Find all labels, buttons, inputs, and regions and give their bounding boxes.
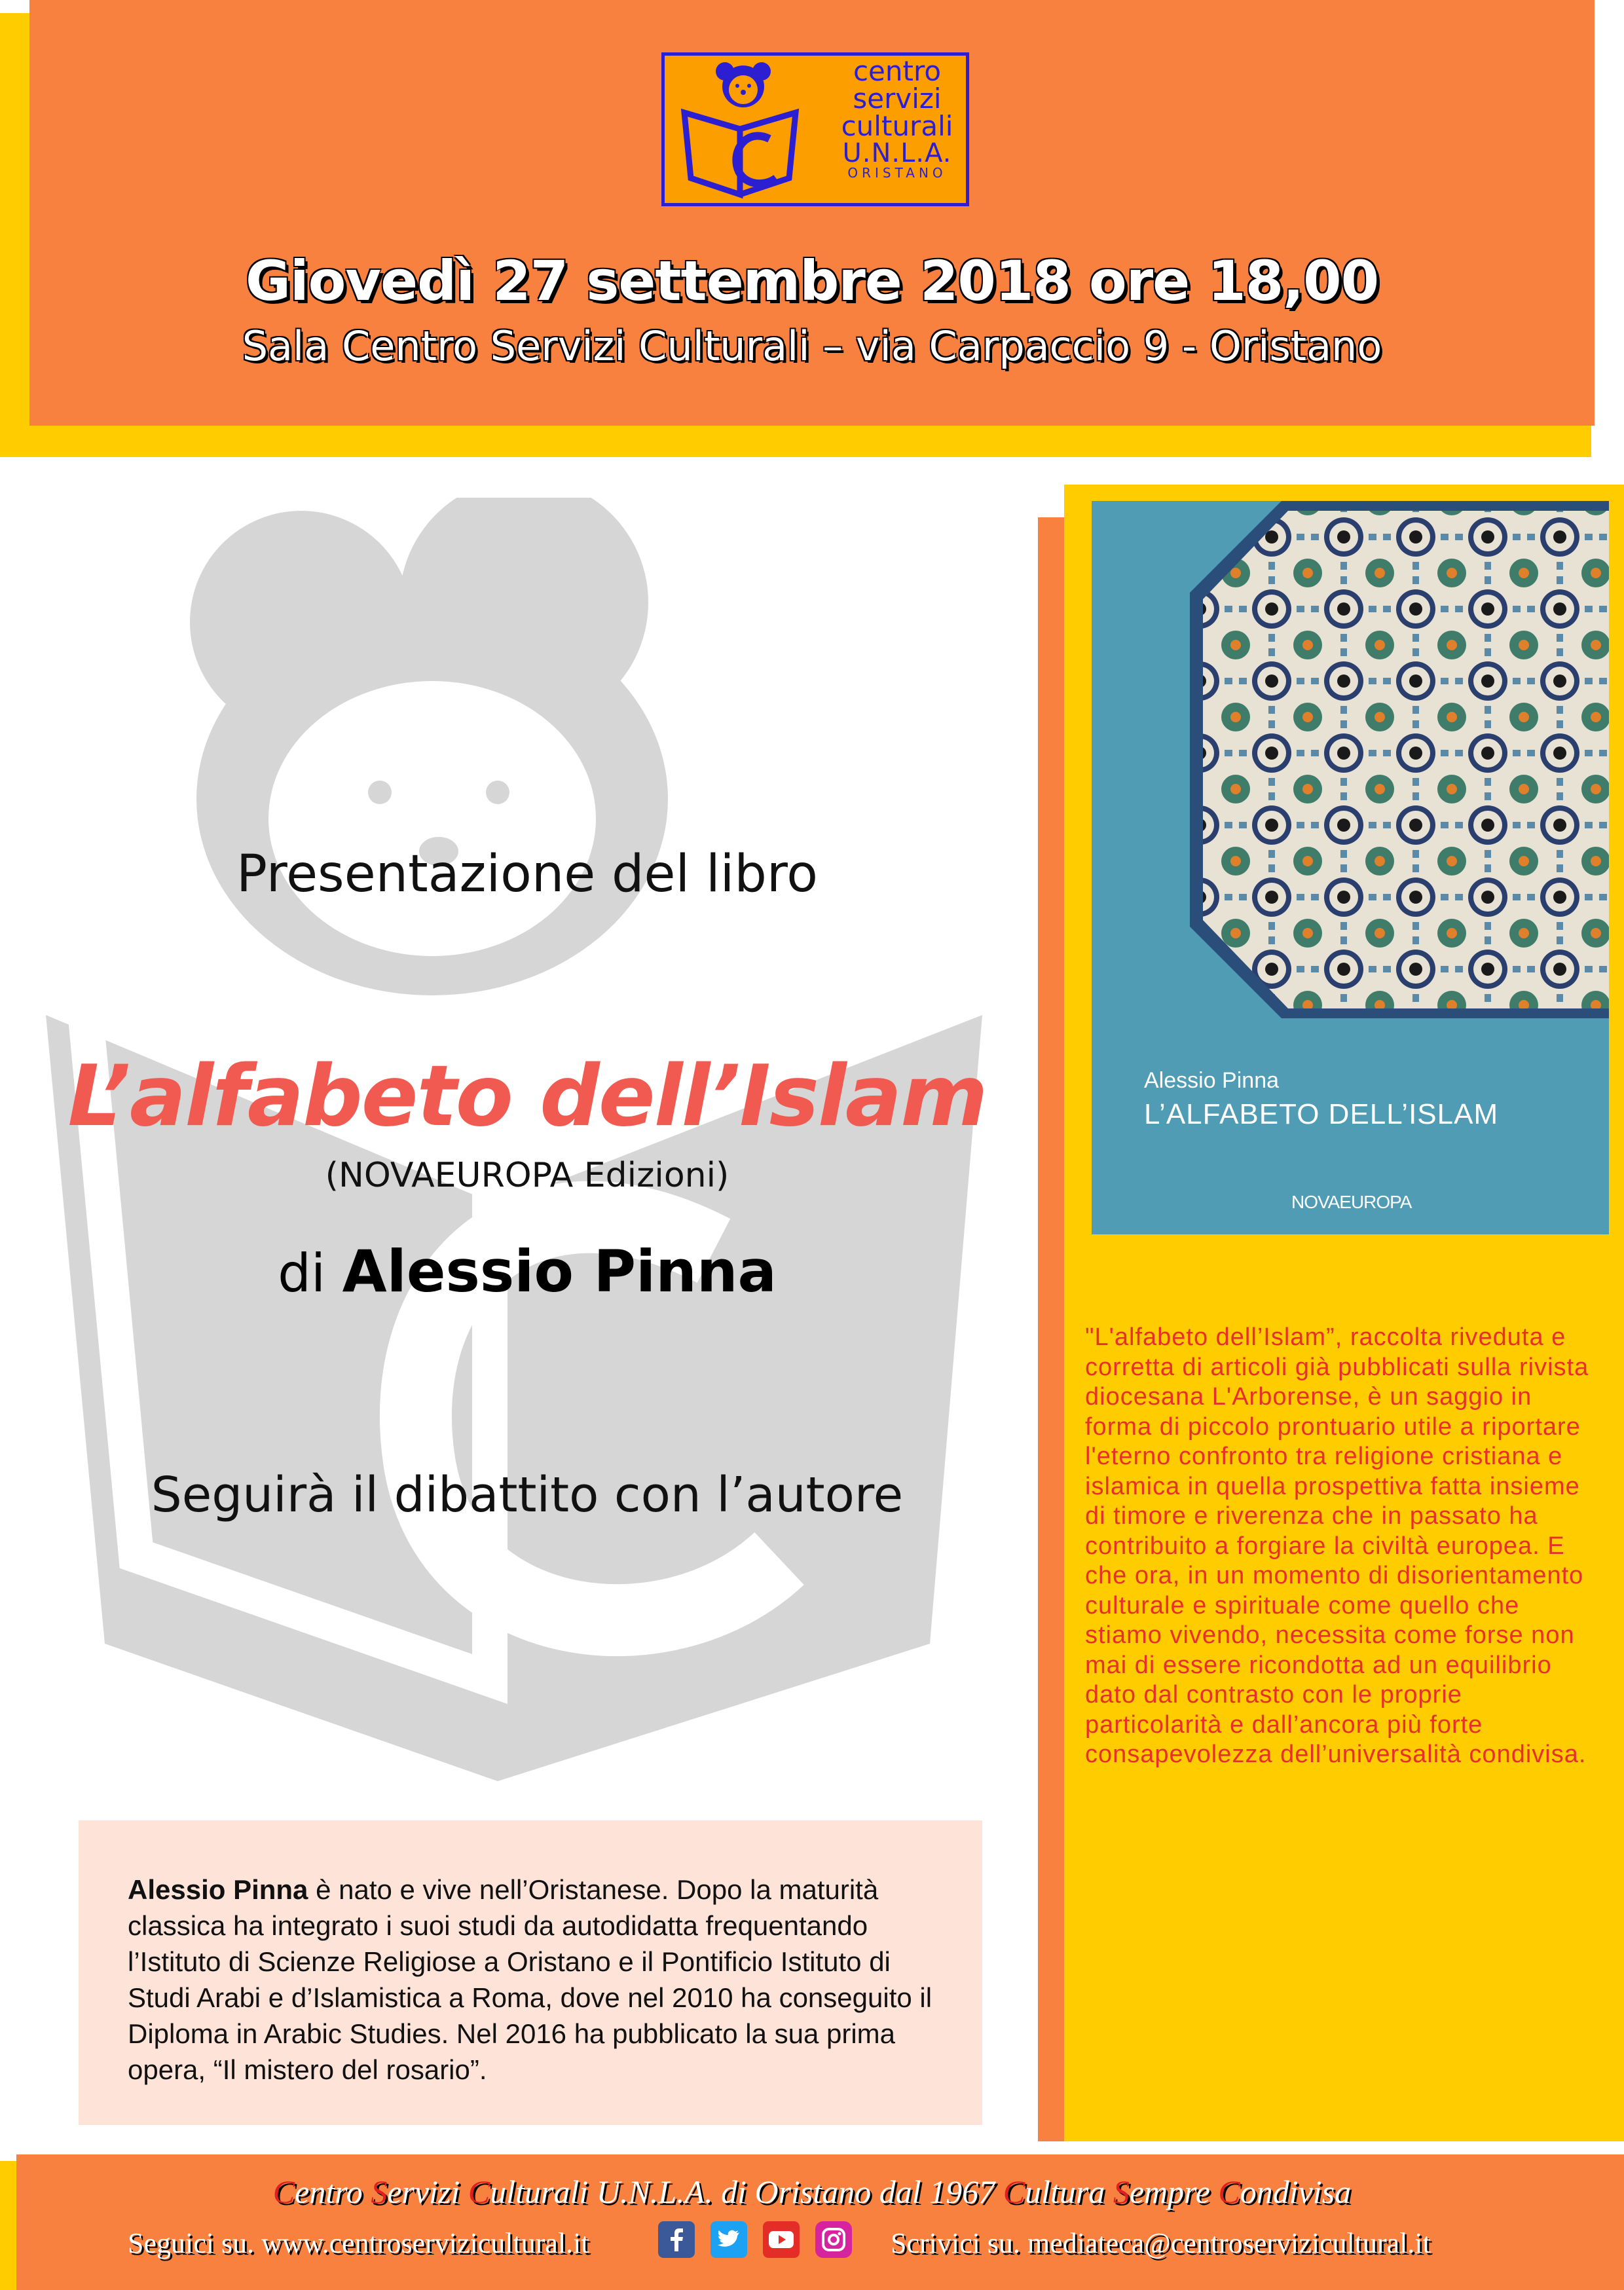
motto-part: C (1003, 2173, 1025, 2210)
motto-part: ondivisa (1240, 2173, 1352, 2210)
author-name: Alessio Pinna (342, 1238, 777, 1305)
footer-motto (0, 2173, 1624, 2211)
event-venue: Sala Centro Servizi Culturali – via Carpaccio 9 - Oristano (242, 322, 1382, 370)
motto-part: C (468, 2173, 490, 2210)
motto-part: S (1113, 2173, 1130, 2210)
author-bio (128, 1872, 959, 2088)
bio-author-name: Alessio Pinna (128, 1874, 308, 1905)
book-title: L’alfabeto dell’Islam (67, 1048, 987, 1145)
cover-author: Alessio Pinna (1144, 1068, 1280, 1093)
logo-line-culturali: culturali (841, 110, 953, 142)
cover-title: L’ALFABETO DELL’ISLAM (1144, 1098, 1499, 1130)
bear-reading-icon (671, 57, 828, 204)
motto-part: C (272, 2173, 295, 2210)
motto-part: ultura (1025, 2173, 1113, 2210)
motto-part: S (371, 2173, 388, 2210)
cover-publisher: NOVAEUROPA (1291, 1192, 1412, 1212)
website-link[interactable]: Seguici su. www.centroservizicultural.it (128, 2227, 589, 2259)
bear-watermark-icon (26, 498, 995, 1794)
logo-line-unla: U.N.L.A. (842, 138, 952, 168)
book-cover (1092, 501, 1609, 1234)
logo-line-oristano: ORISTANO (847, 165, 947, 181)
motto-part: C (1218, 2173, 1240, 2210)
logo-line-centro: centro (853, 55, 942, 87)
motto-part: ervizi (387, 2173, 468, 2210)
bio-text: è nato e vive nell’Oristanese. Dopo la maturità classica ha integrato i suoi studi da autodidatta frequentando l’Istituto di Scienze Religiose a Oristano e il Pontificio Istituto di Studi Arabi e d’Islamistica a Roma, dove nel 2010 ha conseguito il Diploma in Arabic Studies. Nel 2016 ha pubblicato la sua prima opera, “Il mistero del rosario”. (128, 1874, 932, 2085)
twitter-icon[interactable] (710, 2221, 747, 2258)
motto-part: ulturali U.N.L.A. di Oristano dal 1967 (490, 2173, 1003, 2210)
facebook-icon[interactable] (658, 2221, 695, 2258)
youtube-icon[interactable] (763, 2221, 800, 2258)
mosaic-pattern-icon (1092, 501, 1609, 1038)
instagram-icon[interactable] (815, 2221, 852, 2258)
logo-line-servizi: servizi (853, 83, 942, 115)
book-description: "L'alfabeto dell’Islam”, raccolta riveduta e corretta di articoli già pubblicati sulla rivista diocesana L'Arborense, è un saggio in forma di piccolo prontuario utile a riportare l'eterno confronto tra religione cristiana e islamica in quella prospettiva fatta insieme di timore e riverenza che in passato ha contribuito a forgiare la civiltà europea. E che ora, in un momento di disorientamento culturale e spirituale come quello che stiamo vivendo, necessita come forse non mai di essere ricondotta ad un equilibrio dato dal contrasto con le proprie particolarità e dall’ancora più forte consapevolezza dell’universalità condivisa. (1085, 1323, 1589, 1768)
debate-note: Seguirà il dibattito con l’autore (151, 1467, 904, 1523)
author-prefix: di (278, 1243, 326, 1304)
presentation-heading: Presentazione del libro (236, 845, 818, 904)
author-line (0, 1238, 1054, 1305)
logo-text (832, 55, 963, 181)
motto-part: entro (295, 2173, 371, 2210)
email-link[interactable]: Scrivici su. mediateca@centroservizicultural.it (891, 2227, 1431, 2259)
motto-part: empre (1129, 2173, 1219, 2210)
event-date: Giovedì 27 settembre 2018 ore 18,00 (245, 249, 1379, 313)
book-publisher: (NOVAEUROPA Edizioni) (325, 1156, 729, 1195)
